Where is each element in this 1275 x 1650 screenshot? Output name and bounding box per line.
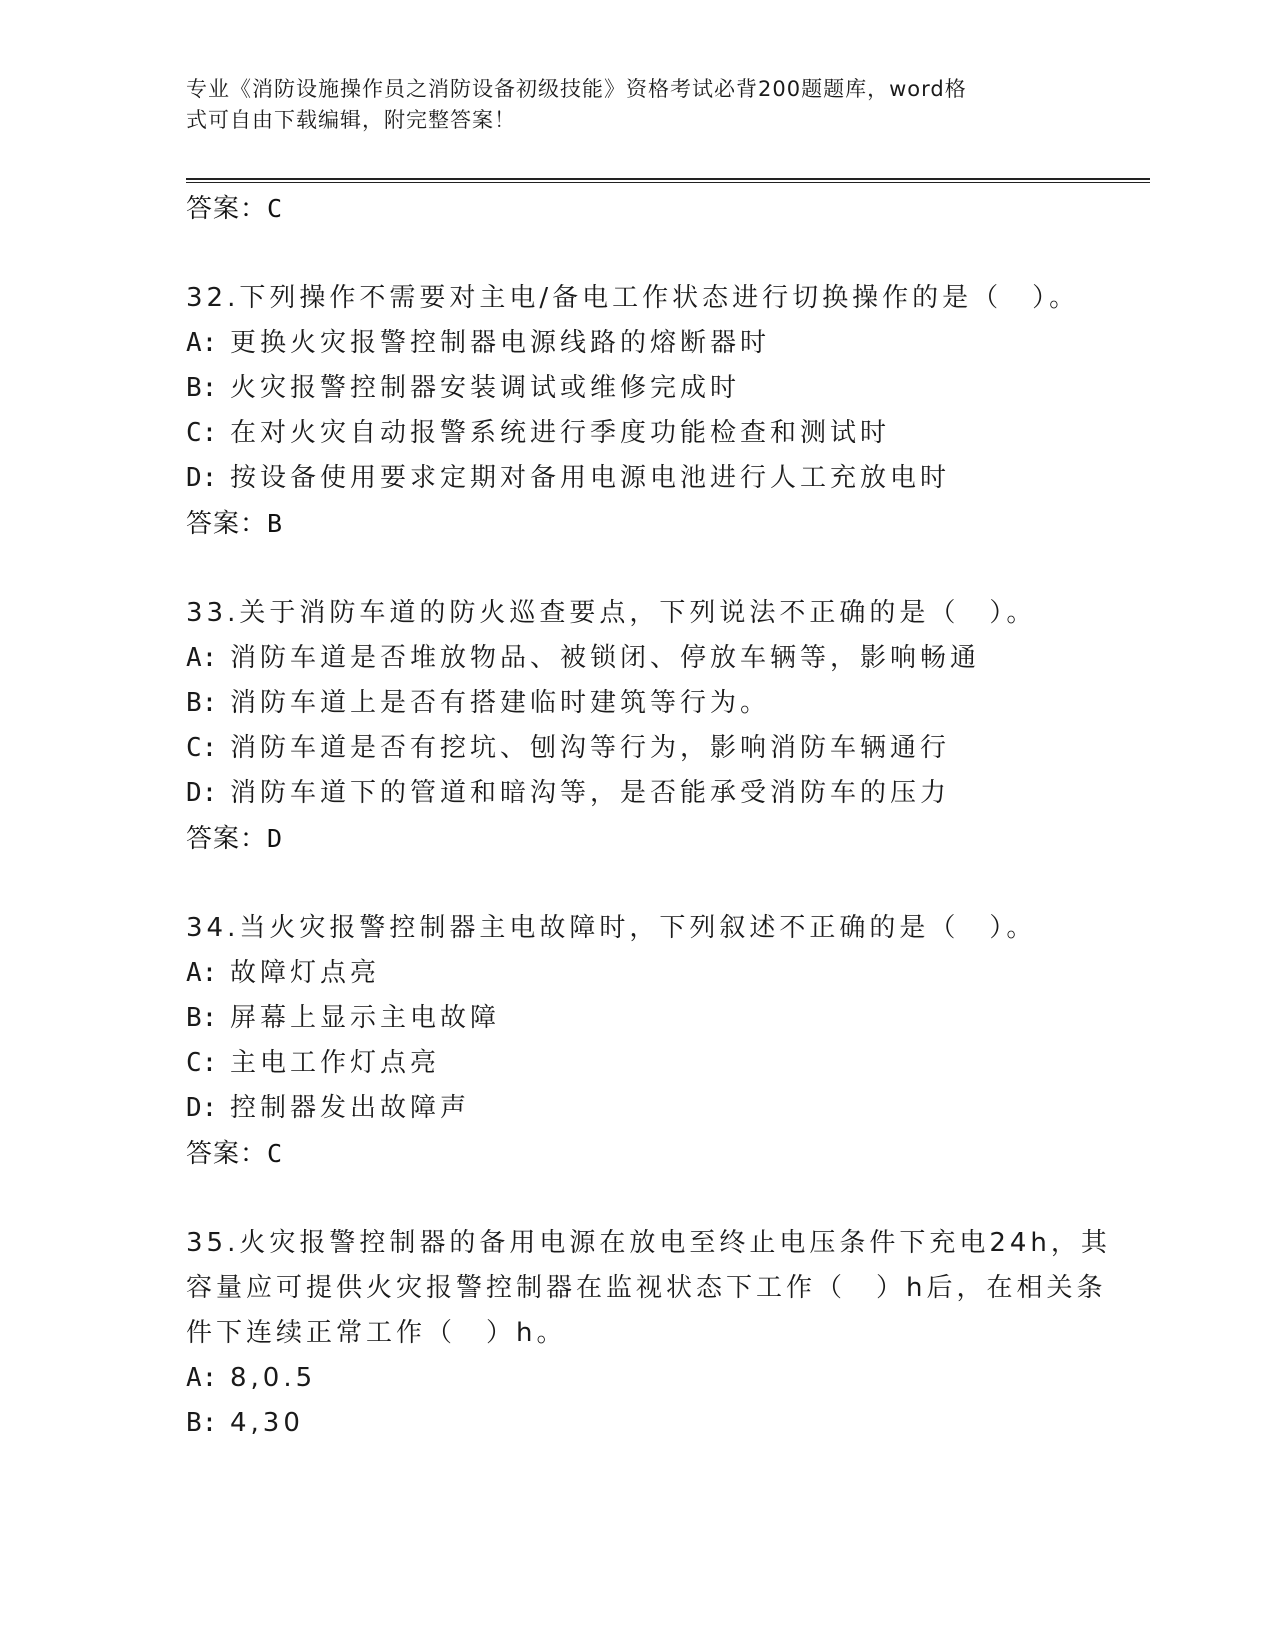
option-text: 在对火灾自动报警系统进行季度功能检查和测试时 [230,418,891,448]
option-key: A: [186,328,218,358]
option-key: B: [186,1408,218,1438]
option-b [186,681,1126,726]
option-text: 故障灯点亮 [230,958,381,988]
option-text: 8,0.5 [230,1363,317,1393]
option-text: 屏幕上显示主电故障 [230,1003,501,1033]
answer-label: 答案： [186,824,268,854]
option-key: D: [186,463,218,493]
header-rule-thick [186,178,1150,180]
option-text: 控制器发出故障声 [230,1093,471,1123]
option-d [186,456,1126,501]
document-header [186,74,1066,136]
question-block [186,591,1126,862]
option-text: 消防车道是否堆放物品、被锁闭、停放车辆等，影响畅通 [230,643,981,673]
option-key: A: [186,643,218,673]
option-key: A: [186,1363,218,1393]
answer-label: 答案： [186,509,268,539]
option-text: 火灾报警控制器安装调试或维修完成时 [230,373,741,403]
option-key: B: [186,688,218,718]
answer-value: B [267,509,284,538]
option-b [186,366,1126,411]
question-block [186,906,1126,1177]
question-stem: 35.火灾报警控制器的备用电源在放电至终止电压条件下充电24h，其容量应可提供火灾报警控制器在监视状态下工作（ ）h后，在相关条件下连续正常工作（ ）h。 [186,1228,1111,1348]
option-d [186,1086,1126,1131]
answer-value: C [267,194,284,223]
option-key: B: [186,1003,218,1033]
answer-line [186,186,1126,232]
option-text: 主电工作灯点亮 [230,1048,441,1078]
option-text: 消防车道下的管道和暗沟等，是否能承受消防车的压力 [230,778,951,808]
header-line-1: 专业《消防设施操作员之消防设备初级技能》资格考试必背200题题库，word格 [186,77,967,101]
option-a [186,1356,1126,1401]
header-rule-thin [186,182,1150,183]
answer-label: 答案： [186,1139,268,1169]
option-key: C: [186,418,218,448]
option-c [186,411,1126,456]
question-stem: 32.下列操作不需要对主电/备电工作状态进行切换操作的是（ ）。 [186,283,1080,313]
question-list [186,186,1126,1446]
question-stem: 34.当火灾报警控制器主电故障时，下列叙述不正确的是（ ）。 [186,913,1037,943]
option-a [186,321,1126,366]
answer-value: D [267,824,284,853]
answer-value: C [267,1139,284,1168]
option-b [186,1401,1126,1446]
option-key: C: [186,1048,218,1078]
option-c [186,726,1126,771]
option-b [186,996,1126,1041]
answer-line [186,1131,1126,1177]
question-stem: 33.关于消防车道的防火巡查要点，下列说法不正确的是（ ）。 [186,598,1037,628]
option-a [186,951,1126,996]
option-key: A: [186,958,218,988]
option-key: D: [186,1093,218,1123]
option-a [186,636,1126,681]
option-text: 4,30 [230,1408,304,1438]
option-text: 按设备使用要求定期对备用电源电池进行人工充放电时 [230,463,951,493]
answer-line [186,501,1126,547]
option-key: D: [186,778,218,808]
option-c [186,1041,1126,1086]
option-text: 更换火灾报警控制器电源线路的熔断器时 [230,328,771,358]
option-text: 消防车道上是否有搭建临时建筑等行为。 [230,688,771,718]
answer-label: 答案： [186,194,268,224]
option-key: C: [186,733,218,763]
option-key: B: [186,373,218,403]
option-text: 消防车道是否有挖坑、刨沟等行为，影响消防车辆通行 [230,733,951,763]
header-line-2: 式可自由下载编辑，附完整答案！ [186,108,516,132]
option-d [186,771,1126,816]
answer-line [186,816,1126,862]
question-block [186,1221,1126,1446]
question-block [186,276,1126,547]
